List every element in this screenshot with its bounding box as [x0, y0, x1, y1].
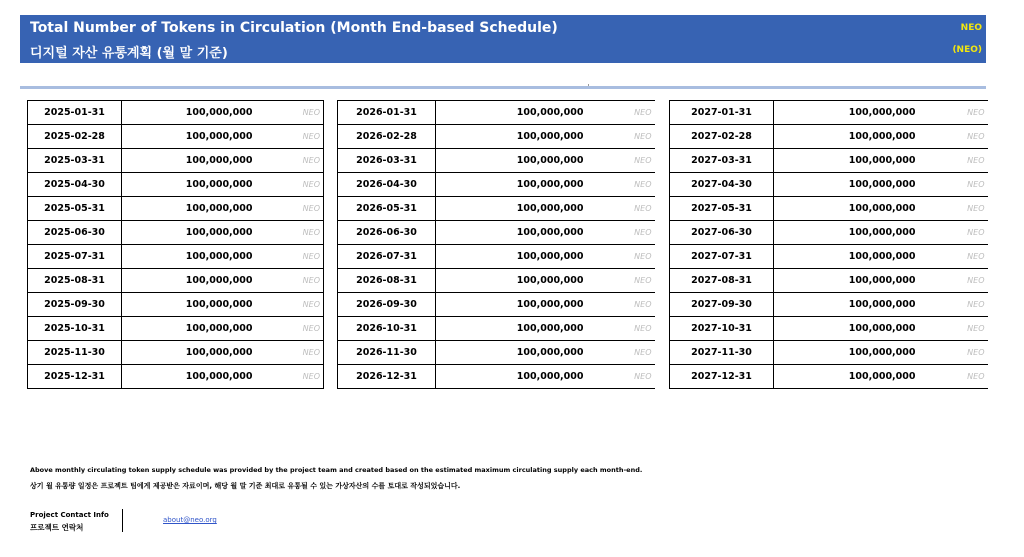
- date-cell: 2025-10-31: [28, 317, 122, 341]
- date-cell: 2025-11-30: [28, 341, 122, 365]
- unit-cell: NEO: [588, 197, 655, 221]
- unit-cell: NEO: [920, 173, 988, 197]
- table-row: [338, 269, 655, 293]
- unit-cell: NEO: [588, 269, 655, 293]
- table-row: [338, 221, 655, 245]
- unit-cell: NEO: [588, 173, 655, 197]
- value-cell: 100,000,000: [122, 125, 257, 149]
- date-cell: 2026-12-31: [338, 365, 436, 389]
- date-cell: 2026-07-31: [338, 245, 436, 269]
- unit-cell: NEO: [588, 125, 655, 149]
- value-cell: 100,000,000: [774, 317, 920, 341]
- date-cell: 2026-08-31: [338, 269, 436, 293]
- table-row: [338, 101, 655, 125]
- table-row: [670, 221, 988, 245]
- unit-cell: NEO: [588, 149, 655, 173]
- value-cell: 100,000,000: [122, 173, 257, 197]
- value-cell: 100,000,000: [436, 221, 588, 245]
- date-cell: 2026-01-31: [338, 101, 436, 125]
- date-cell: 2027-03-31: [670, 149, 774, 173]
- unit-cell: NEO: [257, 341, 324, 365]
- table-row: [338, 245, 655, 269]
- date-cell: 2025-03-31: [28, 149, 122, 173]
- contact-divider: [122, 509, 123, 532]
- value-cell: 100,000,000: [436, 149, 588, 173]
- value-cell: 100,000,000: [122, 221, 257, 245]
- date-cell: 2026-02-28: [338, 125, 436, 149]
- unit-cell: NEO: [257, 245, 324, 269]
- table-row: [670, 269, 988, 293]
- table-row: [338, 173, 655, 197]
- unit-cell: NEO: [920, 125, 988, 149]
- table-row: [28, 269, 324, 293]
- table-row: [28, 101, 324, 125]
- date-cell: 2027-07-31: [670, 245, 774, 269]
- value-cell: 100,000,000: [436, 269, 588, 293]
- table-row: [670, 245, 988, 269]
- date-cell: 2025-01-31: [28, 101, 122, 125]
- value-cell: 100,000,000: [122, 293, 257, 317]
- table-row: [28, 293, 324, 317]
- date-cell: 2025-02-28: [28, 125, 122, 149]
- date-cell: 2026-10-31: [338, 317, 436, 341]
- value-cell: 100,000,000: [774, 149, 920, 173]
- date-cell: 2025-08-31: [28, 269, 122, 293]
- unit-cell: NEO: [257, 365, 324, 389]
- unit-cell: NEO: [588, 293, 655, 317]
- unit-cell: NEO: [257, 293, 324, 317]
- unit-cell: NEO: [588, 101, 655, 125]
- unit-label-korean: (NEO): [952, 45, 982, 55]
- value-cell: 100,000,000: [436, 245, 588, 269]
- title-korean: 디지털 자산 유통계획 (월 말 기준): [30, 46, 228, 61]
- table-row: [670, 365, 988, 389]
- table-row: [670, 293, 988, 317]
- unit-cell: NEO: [257, 197, 324, 221]
- value-cell: 100,000,000: [774, 125, 920, 149]
- value-cell: 100,000,000: [122, 365, 257, 389]
- table-row: [28, 197, 324, 221]
- table-row: [28, 173, 324, 197]
- value-cell: 100,000,000: [436, 197, 588, 221]
- value-cell: 100,000,000: [436, 317, 588, 341]
- date-cell: 2027-11-30: [670, 341, 774, 365]
- unit-cell: NEO: [257, 125, 324, 149]
- value-cell: 100,000,000: [774, 341, 920, 365]
- table-row: [338, 125, 655, 149]
- value-cell: 100,000,000: [122, 101, 257, 125]
- table-row: [28, 317, 324, 341]
- value-cell: 100,000,000: [774, 293, 920, 317]
- table-row: [28, 365, 324, 389]
- value-cell: 100,000,000: [774, 365, 920, 389]
- unit-label-english: NEO: [960, 23, 982, 33]
- table-row: [338, 365, 655, 389]
- date-cell: 2027-05-31: [670, 197, 774, 221]
- value-cell: 100,000,000: [122, 245, 257, 269]
- divider-tick-mark: [588, 84, 589, 86]
- date-cell: 2026-09-30: [338, 293, 436, 317]
- table-row: [338, 293, 655, 317]
- unit-cell: NEO: [257, 173, 324, 197]
- unit-cell: NEO: [257, 317, 324, 341]
- value-cell: 100,000,000: [774, 269, 920, 293]
- unit-cell: NEO: [257, 221, 324, 245]
- title-english: Total Number of Tokens in Circulation (Month End-based Schedule): [30, 20, 558, 36]
- value-cell: 100,000,000: [436, 341, 588, 365]
- date-cell: 2025-05-31: [28, 197, 122, 221]
- value-cell: 100,000,000: [774, 221, 920, 245]
- value-cell: 100,000,000: [122, 317, 257, 341]
- unit-cell: NEO: [588, 221, 655, 245]
- value-cell: 100,000,000: [436, 365, 588, 389]
- table-row: [28, 149, 324, 173]
- value-cell: 100,000,000: [436, 173, 588, 197]
- value-cell: 100,000,000: [122, 197, 257, 221]
- value-cell: 100,000,000: [436, 293, 588, 317]
- unit-cell: NEO: [920, 101, 988, 125]
- unit-cell: NEO: [257, 269, 324, 293]
- date-cell: 2027-08-31: [670, 269, 774, 293]
- date-cell: 2027-06-30: [670, 221, 774, 245]
- table-row: [338, 149, 655, 173]
- date-cell: 2025-07-31: [28, 245, 122, 269]
- unit-cell: NEO: [588, 245, 655, 269]
- date-cell: 2026-04-30: [338, 173, 436, 197]
- unit-cell: NEO: [920, 365, 988, 389]
- value-cell: 100,000,000: [122, 341, 257, 365]
- schedule-table-2026: [337, 100, 655, 389]
- date-cell: 2027-09-30: [670, 293, 774, 317]
- date-cell: 2027-10-31: [670, 317, 774, 341]
- date-cell: 2026-06-30: [338, 221, 436, 245]
- date-cell: 2026-11-30: [338, 341, 436, 365]
- date-cell: 2027-04-30: [670, 173, 774, 197]
- value-cell: 100,000,000: [774, 173, 920, 197]
- date-cell: 2025-06-30: [28, 221, 122, 245]
- table-row: [28, 245, 324, 269]
- date-cell: 2025-12-31: [28, 365, 122, 389]
- unit-cell: NEO: [588, 317, 655, 341]
- footnote-english: Above monthly circulating token supply schedule was provided by the project team and created based on the estimated maximum circulating supply each month-end.: [30, 466, 643, 474]
- unit-cell: NEO: [920, 269, 988, 293]
- table-row: [670, 101, 988, 125]
- header-divider: [20, 86, 986, 89]
- unit-cell: NEO: [920, 317, 988, 341]
- unit-cell: NEO: [920, 197, 988, 221]
- schedule-table-2025: [27, 100, 324, 389]
- value-cell: 100,000,000: [774, 197, 920, 221]
- table-row: [338, 341, 655, 365]
- contact-label-korean: 프로젝트 연락처: [30, 523, 84, 532]
- table-row: [670, 317, 988, 341]
- table-row: [338, 197, 655, 221]
- unit-cell: NEO: [920, 245, 988, 269]
- date-cell: 2025-04-30: [28, 173, 122, 197]
- date-cell: 2027-01-31: [670, 101, 774, 125]
- date-cell: 2026-05-31: [338, 197, 436, 221]
- contact-label-english: Project Contact Info: [30, 511, 109, 519]
- table-row: [670, 341, 988, 365]
- date-cell: 2027-12-31: [670, 365, 774, 389]
- value-cell: 100,000,000: [774, 245, 920, 269]
- unit-cell: NEO: [588, 341, 655, 365]
- date-cell: 2026-03-31: [338, 149, 436, 173]
- table-row: [670, 149, 988, 173]
- date-cell: 2027-02-28: [670, 125, 774, 149]
- unit-cell: NEO: [920, 341, 988, 365]
- table-row: [28, 125, 324, 149]
- table-row: [670, 197, 988, 221]
- value-cell: 100,000,000: [774, 101, 920, 125]
- unit-cell: NEO: [588, 365, 655, 389]
- unit-cell: NEO: [920, 221, 988, 245]
- value-cell: 100,000,000: [436, 101, 588, 125]
- footnote-korean: 상기 월 유통량 일정은 프로젝트 팀에게 제공받은 자료이며, 해당 월 말 기준 최대로 유통될 수 있는 가상자산의 수를 토대로 작성되었습니다.: [30, 482, 461, 490]
- value-cell: 100,000,000: [122, 269, 257, 293]
- unit-cell: NEO: [920, 293, 988, 317]
- table-row: [338, 317, 655, 341]
- table-row: [28, 341, 324, 365]
- value-cell: 100,000,000: [122, 149, 257, 173]
- schedule-table-2027: [669, 100, 988, 389]
- table-row: [28, 221, 324, 245]
- contact-email-link[interactable]: about@neo.org: [163, 516, 217, 524]
- unit-cell: NEO: [257, 149, 324, 173]
- table-row: [670, 173, 988, 197]
- header-banner: [20, 15, 986, 63]
- value-cell: 100,000,000: [436, 125, 588, 149]
- table-row: [670, 125, 988, 149]
- unit-cell: NEO: [257, 101, 324, 125]
- date-cell: 2025-09-30: [28, 293, 122, 317]
- unit-cell: NEO: [920, 149, 988, 173]
